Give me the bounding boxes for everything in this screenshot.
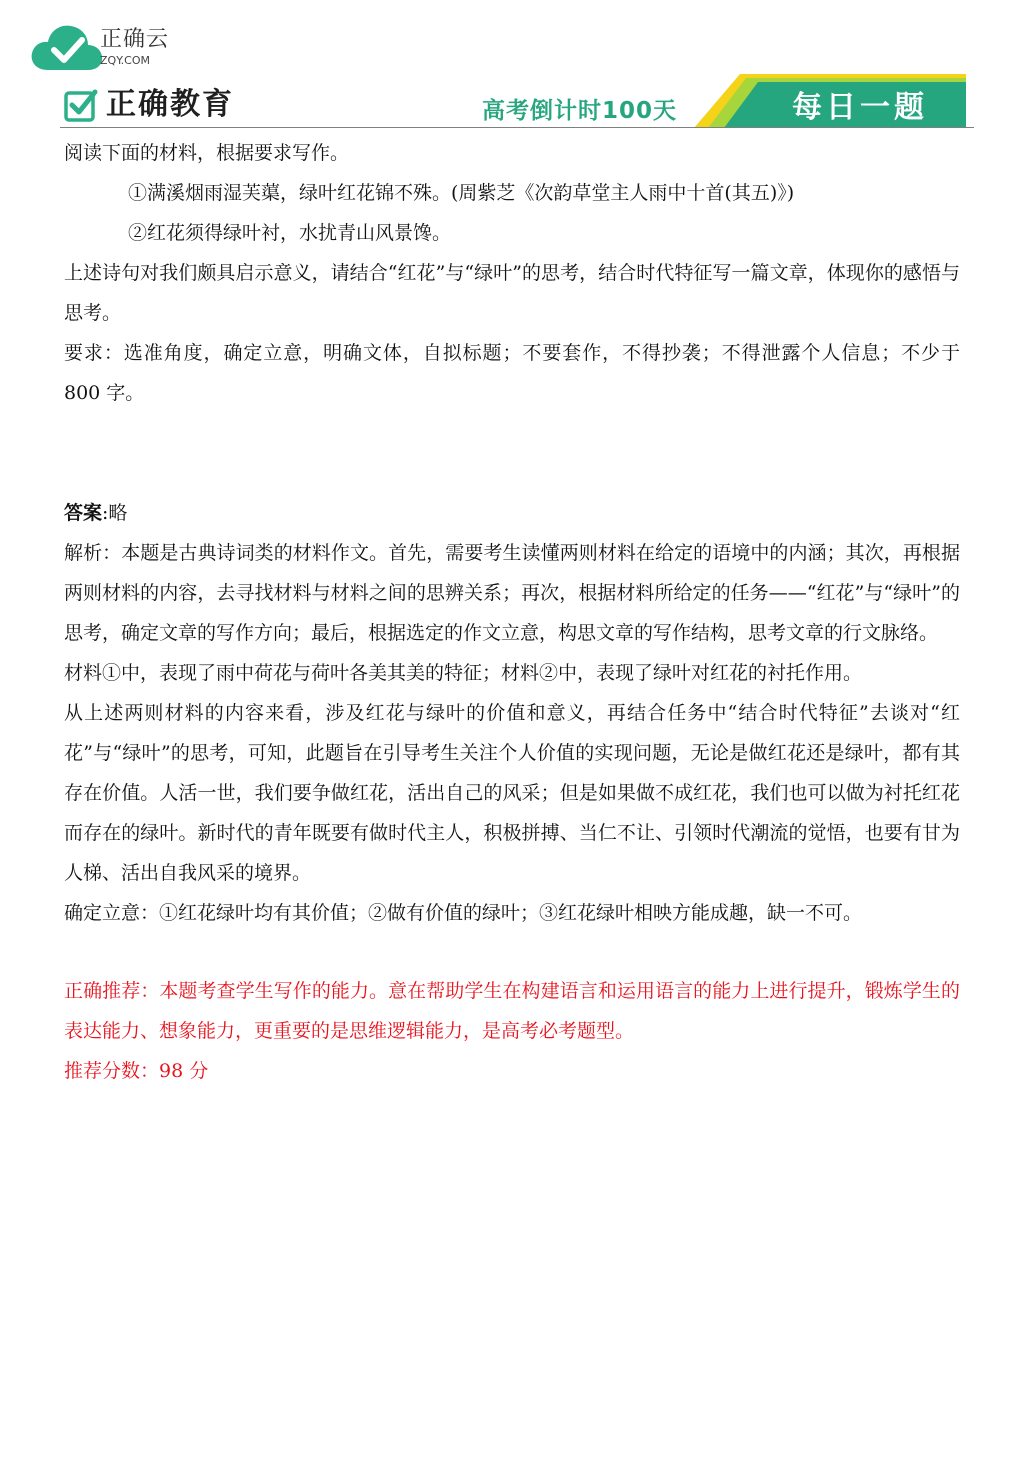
spacer <box>64 933 960 971</box>
poem-line-1: ①满溪烟雨湿芙蕖，绿叶红花锦不殊。(周紫芝《次韵草堂主人雨中十首(其五)》) <box>128 182 795 204</box>
header-divider <box>60 127 974 128</box>
brand-name: 正确云 <box>100 27 170 52</box>
education-brand <box>64 87 234 123</box>
recommendation-text: 正确推荐：本题考查学生写作的能力。意在帮助学生在构建语言和运用语言的能力上进行提升，锻炼学生的表达能力、想象能力，更重要的是思维逻辑能力，是高考必考题型。 <box>64 980 960 1042</box>
brand <box>100 28 169 67</box>
analysis-paragraph-4: 确定立意：①红花绿叶均有其价值；②做有价值的绿叶；③红花绿叶相映方能成趣，缺一不可。 <box>64 902 863 924</box>
cloud-check-logo-icon <box>30 20 105 72</box>
countdown-text: 高考倒计时100天 <box>482 98 678 124</box>
recommendation-score: 推荐分数：98 分 <box>64 1060 209 1082</box>
writing-prompt: 上述诗句对我们颇具启示意义，请结合“红花”与“绿叶”的思考，结合时代特征写一篇文章，体现你的感悟与思考。 <box>64 262 960 324</box>
answer-label: 答案 <box>64 502 103 524</box>
answer-value: :略 <box>102 502 128 524</box>
poem-line-2: ②红花须得绿叶衬，水扰青山风景馋。 <box>128 222 452 244</box>
checkbox-check-icon <box>64 88 98 122</box>
question-intro: 阅读下面的材料，根据要求写作。 <box>64 142 350 164</box>
page-content <box>64 133 960 1091</box>
spacer <box>64 413 960 493</box>
writing-requirements: 要求：选准角度，确定立意，明确文体，自拟标题；不要套作，不得抄袭；不得泄露个人信息；不少于 800 字。 <box>64 342 960 404</box>
daily-question-banner: 每日一题 <box>792 90 928 125</box>
answer-line <box>64 493 960 533</box>
analysis-paragraph-2: 材料①中，表现了雨中荷花与荷叶各美其美的特征；材料②中，表现了绿叶对红花的衬托作用。 <box>64 662 863 684</box>
analysis-paragraph-3: 从上述两则材料的内容来看，涉及红花与绿叶的价值和意义，再结合任务中“结合时代特征”去谈对“红花”与“绿叶”的思考，可知，此题旨在引导考生关注个人价值的实现问题，无论是做红花还是绿叶，都有其存在价值。人活一世，我们要争做红花，活出自己的风采；但是如果做不成红花，我们也可以做为衬托红花而存在的绿叶。新时代的青年既要有做时代主人，积极拼搏、当仁不让、引领时代潮流的觉悟，也要有甘为人梯、活出自我风采的境界。 <box>64 702 960 884</box>
page-header <box>0 0 1034 135</box>
brand-domain: ZQY.COM <box>100 54 151 67</box>
education-title: 正确教育 <box>106 87 234 122</box>
analysis-paragraph-1: 解析：本题是古典诗词类的材料作文。首先，需要考生读懂两则材料在给定的语境中的内涵；其次，再根据两则材料的内容，去寻找材料与材料之间的思辨关系；再次，根据材料所给定的任务——“红花”与“绿叶”的思考，确定文章的写作方向；最后，根据选定的作文立意，构思文章的写作结构，思考文章的行文脉络。 <box>64 542 960 644</box>
